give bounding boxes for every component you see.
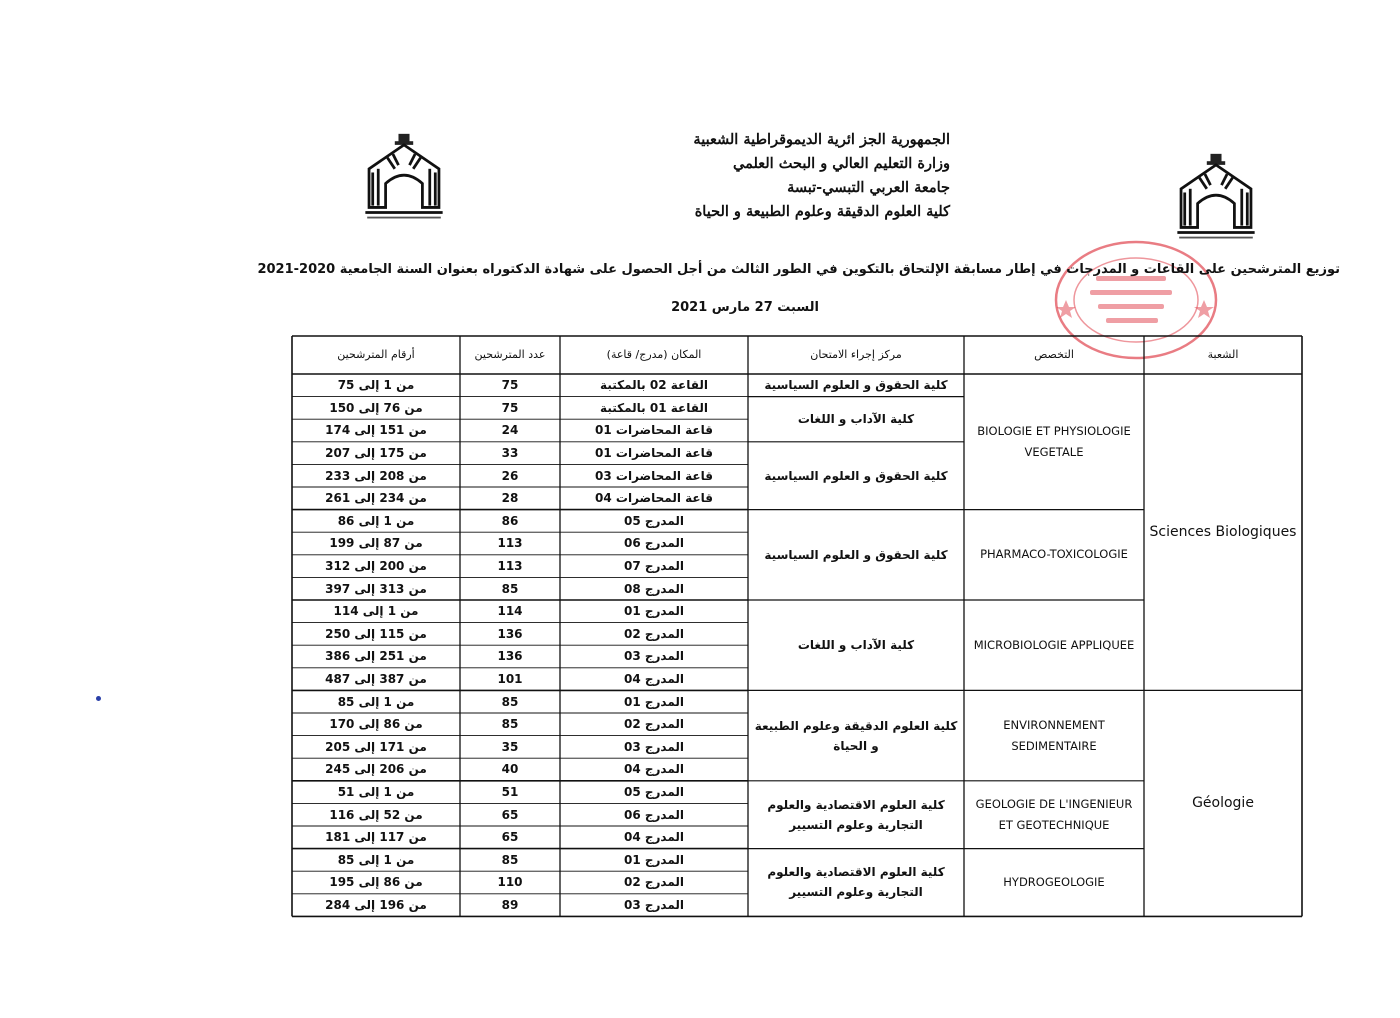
exam-center-cell: كلية الحقوق و العلوم السياسية (764, 468, 948, 483)
exam-place-cell: المدرج 05 (623, 513, 685, 528)
exam-place-cell: القاعة 02 بالمكتبة (600, 378, 708, 393)
exam-place-cell: المدرج 04 (623, 672, 685, 687)
exam-place-cell: المدرج 06 (623, 807, 685, 822)
candidate-count-cell: 85 (501, 694, 519, 709)
exam-place-cell: المدرج 08 (623, 581, 685, 596)
exam-place-cell: المدرج 01 (623, 694, 685, 709)
candidate-numbers-cell: من 1 إلى 114 (333, 604, 419, 619)
specialty-cell: HYDROGEOLOGIE (1003, 874, 1105, 889)
exam-place-cell: المدرج 04 (623, 762, 685, 777)
candidate-count-cell: 114 (497, 604, 523, 619)
exam-center-cell: كلية العلوم الاقتصادية والعلوم التجارية وعلوم التسيير (767, 865, 945, 900)
branch-cell: Sciences Biologiques (1149, 524, 1297, 541)
candidate-count-cell: 28 (501, 491, 519, 506)
exam-place-cell: المدرج 01 (623, 852, 685, 867)
exam-center-cell: كلية العلوم الاقتصادية والعلوم التجارية وعلوم التسيير (767, 797, 945, 832)
exam-date: السبت 27 مارس 2021 (671, 300, 819, 315)
exam-place-cell: المدرج 01 (623, 604, 685, 619)
candidate-numbers-cell: من 171 إلى 205 (325, 739, 427, 754)
branch-cell: Géologie (1192, 795, 1254, 812)
exam-place-cell: المدرج 04 (623, 830, 685, 845)
specialty-cell: ENVIRONNEMENT SEDIMENTAIRE (1003, 717, 1105, 753)
candidate-count-cell: 113 (497, 536, 523, 551)
exam-place-cell: القاعة 01 بالمكتبة (600, 400, 708, 415)
header-line-republic: الجمهورية الجز ائرية الديموقراطية الشعبية (693, 131, 950, 148)
exam-place-cell: المدرج 05 (623, 785, 685, 800)
exam-place-cell: قاعة المحاضرات 04 (595, 491, 713, 506)
candidate-numbers-cell: من 234 إلى 261 (325, 491, 427, 506)
candidate-numbers-cell: من 86 إلى 170 (329, 717, 423, 732)
candidate-count-cell: 35 (501, 739, 519, 754)
candidate-numbers-cell: من 175 إلى 207 (325, 446, 427, 461)
specialty-cell: GEOLOGIE DE L'INGENIEUR ET GEOTECHNIQUE (975, 796, 1133, 832)
candidate-count-cell: 65 (501, 807, 519, 822)
header-center: مركز إجراء الامتحان (810, 348, 902, 361)
candidate-numbers-cell: من 52 إلى 116 (329, 807, 423, 822)
candidate-count-cell: 136 (497, 649, 523, 664)
candidate-count-cell: 110 (497, 875, 523, 890)
candidate-count-cell: 33 (501, 446, 519, 461)
exam-place-cell: قاعة المحاضرات 03 (595, 468, 713, 483)
candidate-count-cell: 51 (501, 785, 519, 800)
candidate-numbers-cell: من 1 إلى 85 (337, 852, 415, 867)
candidate-numbers-cell: من 117 إلى 181 (325, 830, 427, 845)
candidate-count-cell: 24 (501, 423, 519, 438)
exam-place-cell: المدرج 06 (623, 536, 685, 551)
candidate-numbers-cell: من 251 إلى 386 (325, 649, 427, 664)
candidate-count-cell: 136 (497, 626, 523, 641)
candidate-count-cell: 113 (497, 559, 523, 574)
university-logo-left (358, 132, 450, 224)
exam-place-cell: المدرج 03 (623, 649, 685, 664)
exam-center-cell: كلية الحقوق و العلوم السياسية (764, 547, 948, 562)
candidate-numbers-cell: من 387 إلى 487 (325, 672, 427, 687)
candidate-count-cell: 101 (497, 672, 523, 687)
candidate-count-cell: 40 (501, 762, 519, 777)
exam-place-cell: قاعة المحاضرات 01 (595, 423, 713, 438)
university-logo-icon (358, 132, 450, 224)
ink-dot (96, 696, 101, 701)
candidate-count-cell: 26 (501, 468, 519, 483)
candidate-count-cell: 65 (501, 830, 519, 845)
candidate-numbers-cell: من 86 إلى 195 (329, 875, 423, 890)
candidate-numbers-cell: من 206 إلى 245 (325, 762, 427, 777)
exam-place-cell: المدرج 02 (623, 626, 685, 641)
header-line-ministry: وزارة التعليم العالي و البحث العلمي (732, 155, 950, 172)
candidate-count-cell: 85 (501, 581, 519, 596)
exam-place-cell: المدرج 07 (623, 559, 685, 574)
candidate-numbers-cell: من 1 إلى 75 (337, 378, 415, 393)
header-place: المكان (مدرج/ قاعة) (606, 348, 702, 361)
candidate-numbers-cell: من 115 إلى 250 (325, 626, 427, 641)
candidate-numbers-cell: من 208 إلى 233 (325, 468, 427, 483)
institution-header (640, 128, 950, 224)
header-branch: الشعبة (1207, 348, 1239, 361)
candidate-numbers-cell: من 1 إلى 86 (337, 513, 415, 528)
distribution-table (292, 336, 1302, 938)
exam-place-cell: المدرج 03 (623, 898, 685, 913)
candidate-count-cell: 89 (501, 898, 519, 913)
candidate-numbers-cell: من 151 إلى 174 (325, 423, 427, 438)
document-title: توزيع المترشحين على القاعات و المدرجات في إطار مسابقة الإلتحاق بالتكوين في الطور الثالث من أجل الحصول على شهادة الدكتوراه بعنوان السنة الجامعية 2020-2021 (257, 262, 1340, 277)
exam-place-cell: المدرج 02 (623, 717, 685, 732)
candidate-numbers-cell: من 76 إلى 150 (329, 400, 423, 415)
candidate-numbers-cell: من 1 إلى 51 (337, 785, 415, 800)
candidate-count-cell: 85 (501, 717, 519, 732)
candidate-numbers-cell: من 1 إلى 85 (337, 694, 415, 709)
header-specialty: التخصص (1034, 348, 1074, 361)
exam-place-cell: المدرج 03 (623, 739, 685, 754)
specialty-cell: MICROBIOLOGIE APPLIQUEE (973, 637, 1135, 652)
exam-center-cell: كلية العلوم الدقيقة وعلوم الطبيعة و الحياة (754, 718, 958, 753)
exam-center-cell: كلية الآداب و اللغات (797, 638, 915, 653)
candidate-count-cell: 75 (501, 400, 519, 415)
candidate-count-cell: 86 (501, 513, 519, 528)
header-count: عدد المترشحين (474, 348, 546, 361)
header-line-university: جامعة العربي التبسي-تبسة (787, 179, 950, 196)
specialty-cell: PHARMACO-TOXICOLOGIE (980, 547, 1128, 562)
exam-place-cell: قاعة المحاضرات 01 (595, 446, 713, 461)
exam-center-cell: كلية الآداب و اللغات (797, 412, 915, 427)
candidate-numbers-cell: من 200 إلى 312 (325, 559, 427, 574)
header-numbers: أرقام المترشحين (337, 348, 415, 361)
header-line-faculty: كلية العلوم الدقيقة وعلوم الطبيعة و الحياة (694, 203, 950, 220)
candidate-numbers-cell: من 313 إلى 397 (325, 581, 427, 596)
candidate-count-cell: 85 (501, 852, 519, 867)
exam-place-cell: المدرج 02 (623, 875, 685, 890)
candidate-numbers-cell: من 87 إلى 199 (329, 536, 423, 551)
candidate-numbers-cell: من 196 إلى 284 (325, 898, 427, 913)
candidate-count-cell: 75 (501, 378, 519, 393)
specialty-cell: BIOLOGIE ET PHYSIOLOGIE VEGETALE (977, 423, 1131, 459)
exam-center-cell: كلية الحقوق و العلوم السياسية (764, 378, 948, 393)
